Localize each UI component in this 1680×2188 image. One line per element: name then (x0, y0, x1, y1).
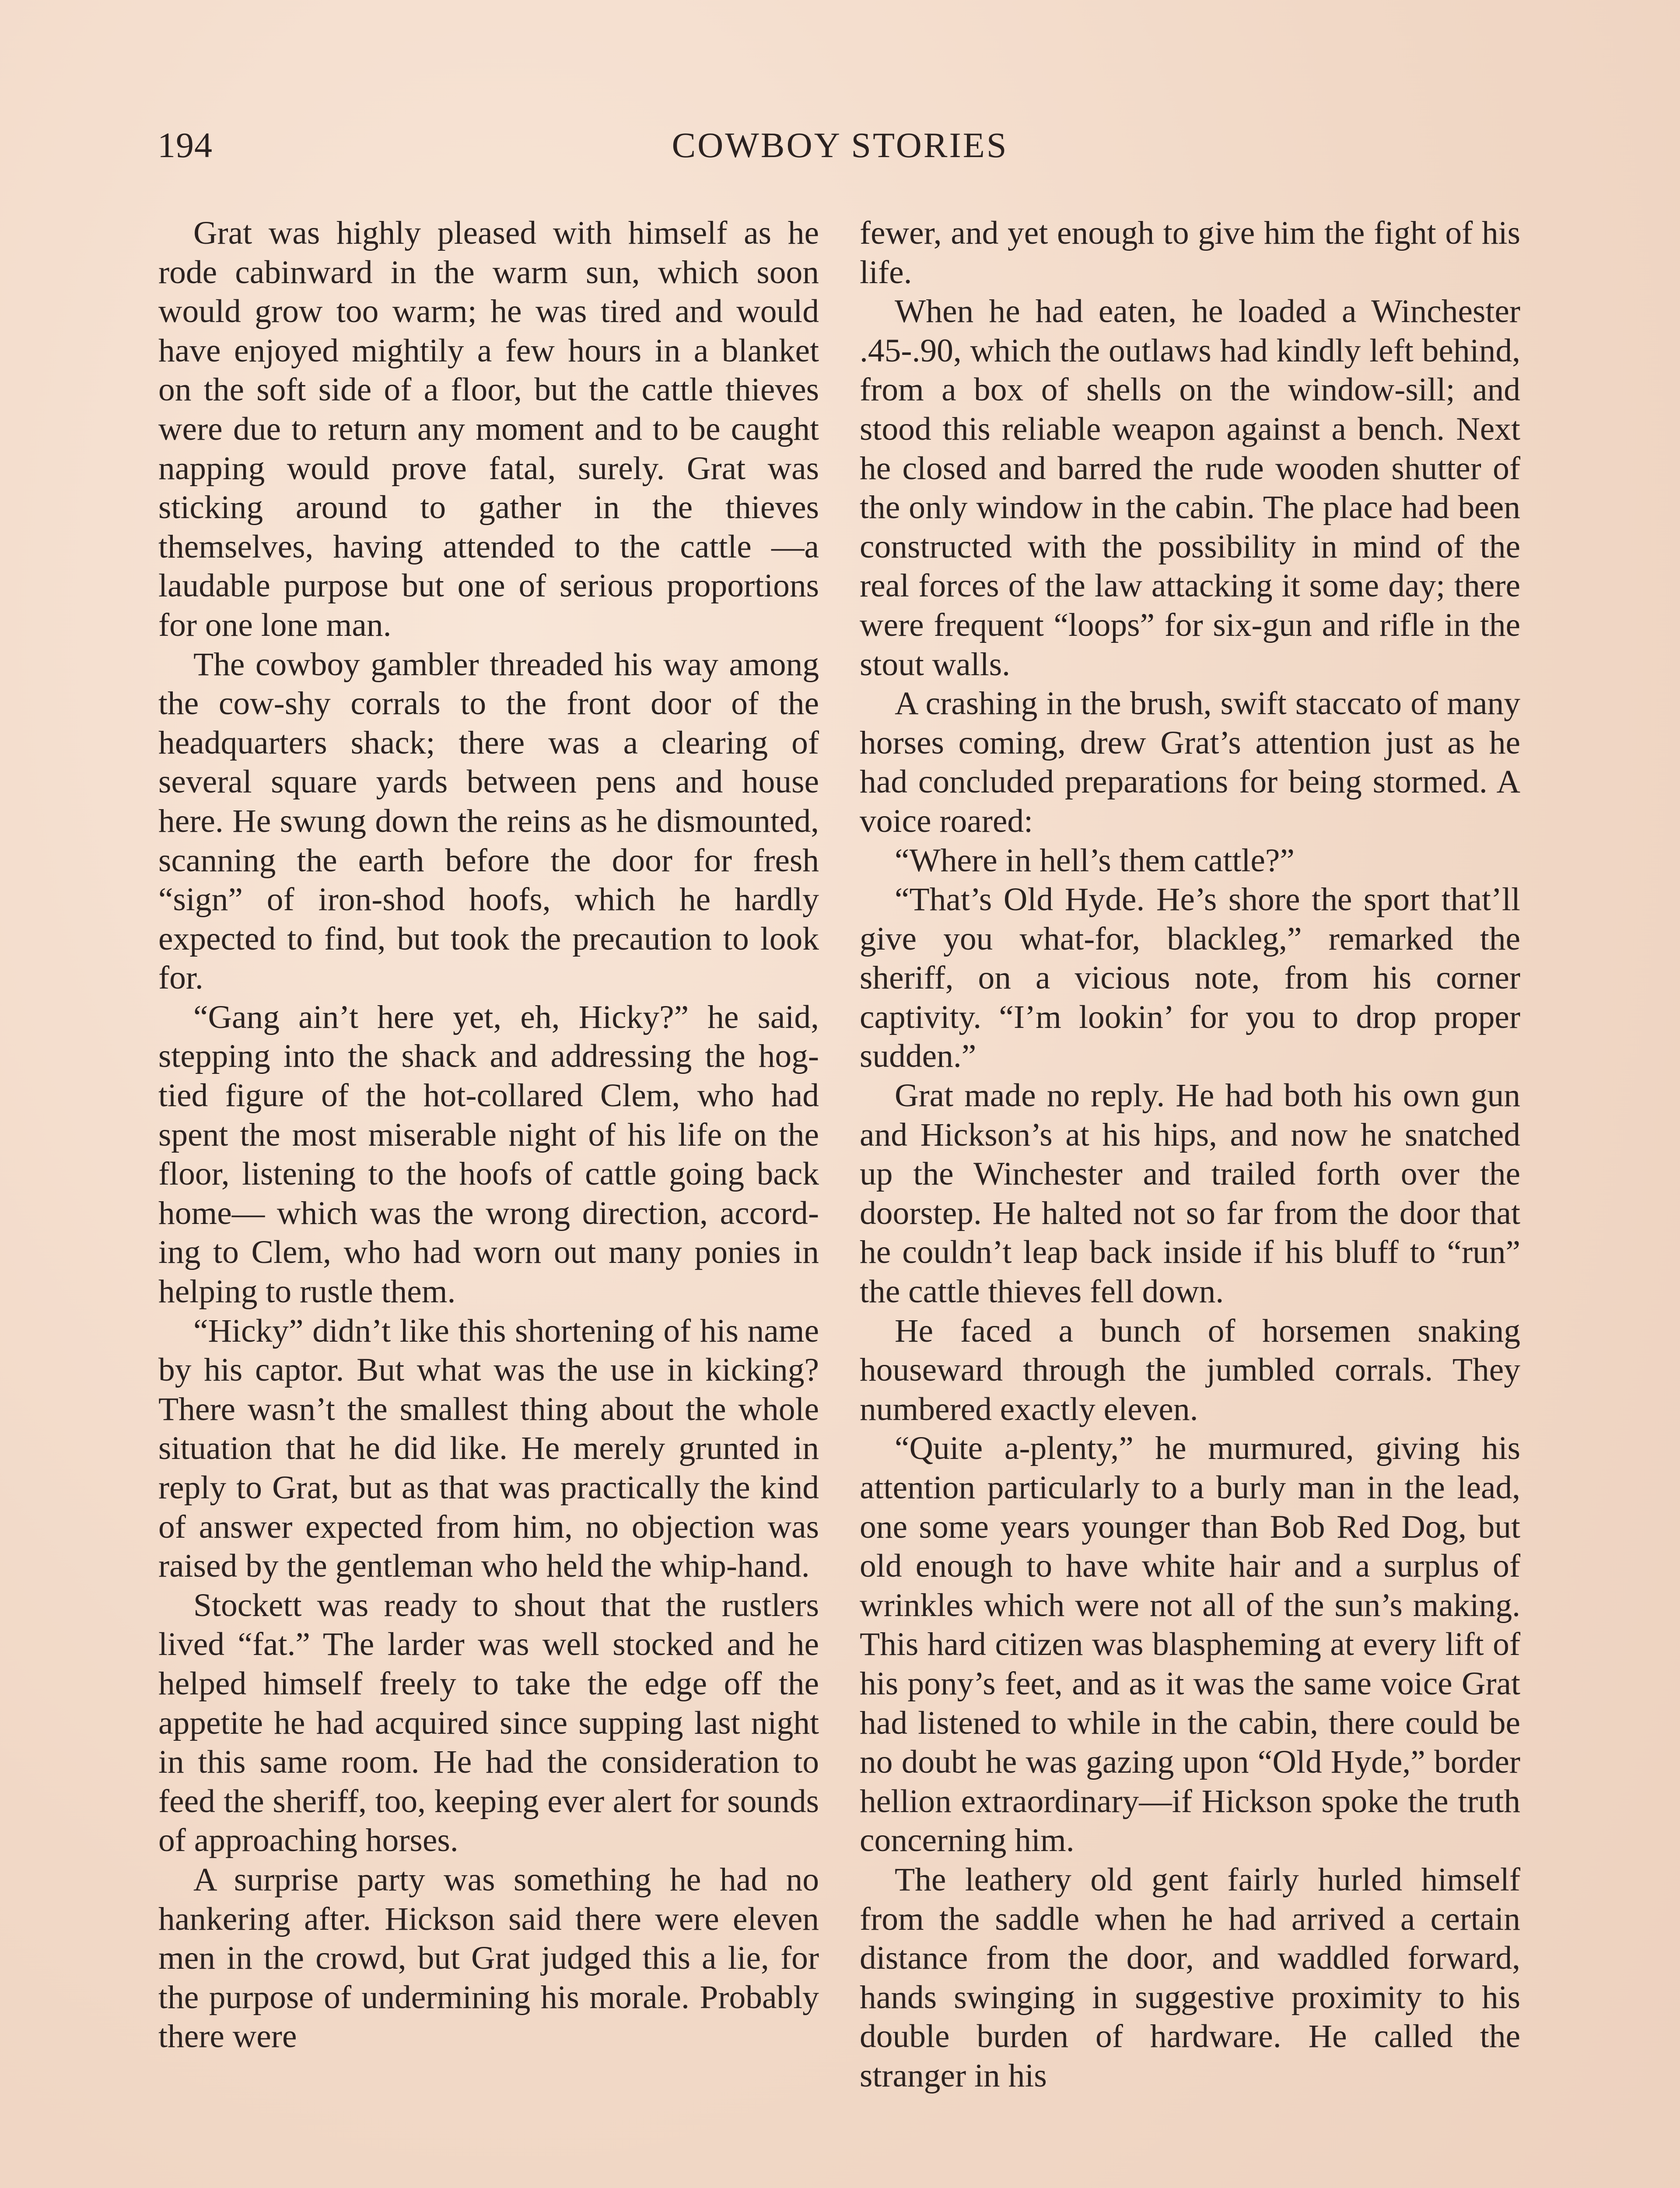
paragraph: “Where in hell’s them cattle?” (895, 842, 1295, 879)
page-header (158, 125, 1522, 173)
left-column (158, 214, 819, 2056)
paragraph: “That’s Old Hyde. He’s shore the sport that’ll give you what-for, blackleg,” remarked the sheriff, on a vicious note, from his corner captivity. “I’m lookin’ for you to drop proper sudden.” (860, 881, 1520, 1075)
running-title: COWBOY STORIES (672, 125, 1008, 165)
paragraph: “Gang ain’t here yet, eh, Hicky?” he said, stepping into the shack and addressing the hog-tied figure of the hot-collared Clem, who had spent the most miserable night of his life on the floor, listening to the hoofs of cattle going back home— which was the wrong direction, according to Clem, who had worn out many ponies in helping to rustle them. (158, 999, 819, 1310)
paragraph: He faced a bunch of horsemen snaking houseward through the jumbled corrals. They numbered exactly eleven. (860, 1312, 1520, 1427)
right-column (860, 214, 1520, 2096)
paragraph: A surprise party was something he had no hankering after. Hickson said there were eleven men in the crowd, but Grat judged this a lie, for the purpose of undermining his morale. Probably there were (158, 1861, 819, 2055)
paragraph: “Quite a-plenty,” he murmured, giving his attention particularly to a burly man in the lead, one some years younger than Bob Red Dog, but old enough to have white hair and a surplus of wrinkles which were not all of the sun’s making. This hard citizen was blaspheming at every lift of his pony’s feet, and as it was the same voice Grat had listened to while in the cabin, there could be no doubt he was gazing upon “Old Hyde,” border hellion extraordinary—if Hickson spoke the truth concerning him. (860, 1430, 1520, 1859)
paragraph: The cowboy gambler threaded his way among the cow-shy corrals to the front door of the headquarters shack; there was a clearing of several square yards between pens and house here. He swung down the reins as he dismounted, scanning the earth before the door for fresh “sign” of iron-shod hoofs, which he hardly expected to find, but took the precaution to look for. (158, 646, 819, 996)
paragraph: Grat made no reply. He had both his own gun and Hickson’s at his hips, and now he snatched up the Winchester and trailed forth over the doorstep. He halted not so far from the door that he couldn’t leap back inside if his bluff to “run” the cattle thieves fell down. (860, 1077, 1520, 1310)
paragraph-continued: fewer, and yet enough to give him the fight of his life. (860, 215, 1520, 291)
paragraph: A crashing in the brush, swift staccato of many horses coming, drew Grat’s attention just as he had concluded preparations for being stormed. A voice roared: (860, 685, 1520, 839)
page-number: 194 (158, 125, 213, 165)
paragraph: “Hicky” didn’t like this shortening of his name by his captor. But what was the use in kicking? There wasn’t the smallest thing about the whole situation that he did like. He merely grunted in reply to Grat, but as that was practically the kind of answer expected from him, no objection was raised by the gentleman who held the whip-hand. (158, 1312, 819, 1585)
paragraph: When he had eaten, he loaded a Winchester .45-.90, which the outlaws had kindly left behind, from a box of shells on the window-sill; and stood this reliable weapon against a bench. Next he closed and barred the rude wooden shutter of the only window in the cabin. The place had been constructed with the possibility in mind of the real forces of the law attacking it some day; there were frequent “loops” for six-gun and rifle in the stout walls. (860, 293, 1520, 683)
paragraph: Stockett was ready to shout that the rustlers lived “fat.” The larder was well stocked and he helped himself freely to take the edge off the appetite he had acquired since supping last night in this same room. He had the consideration to feed the sheriff, too, keeping ever alert for sounds of approaching horses. (158, 1587, 819, 1859)
paragraph: Grat was highly pleased with himself as he rode cabinward in the warm sun, which soon would grow too warm; he was tired and would have enjoyed mightily a few hours in a blanket on the soft side of a floor, but the cattle thieves were due to return any moment and to be caught napping would prove fatal, surely. Grat was sticking around to gather in the thieves themselves, having attended to the cattle —a laudable purpose but one of serious proportions for one lone man. (158, 215, 819, 643)
paragraph: The leathery old gent fairly hurled himself from the saddle when he had arrived a certain distance from the door, and waddled forward, hands swinging in suggestive proximity to his double burden of hardware. He called the stranger in his (860, 1861, 1520, 2094)
